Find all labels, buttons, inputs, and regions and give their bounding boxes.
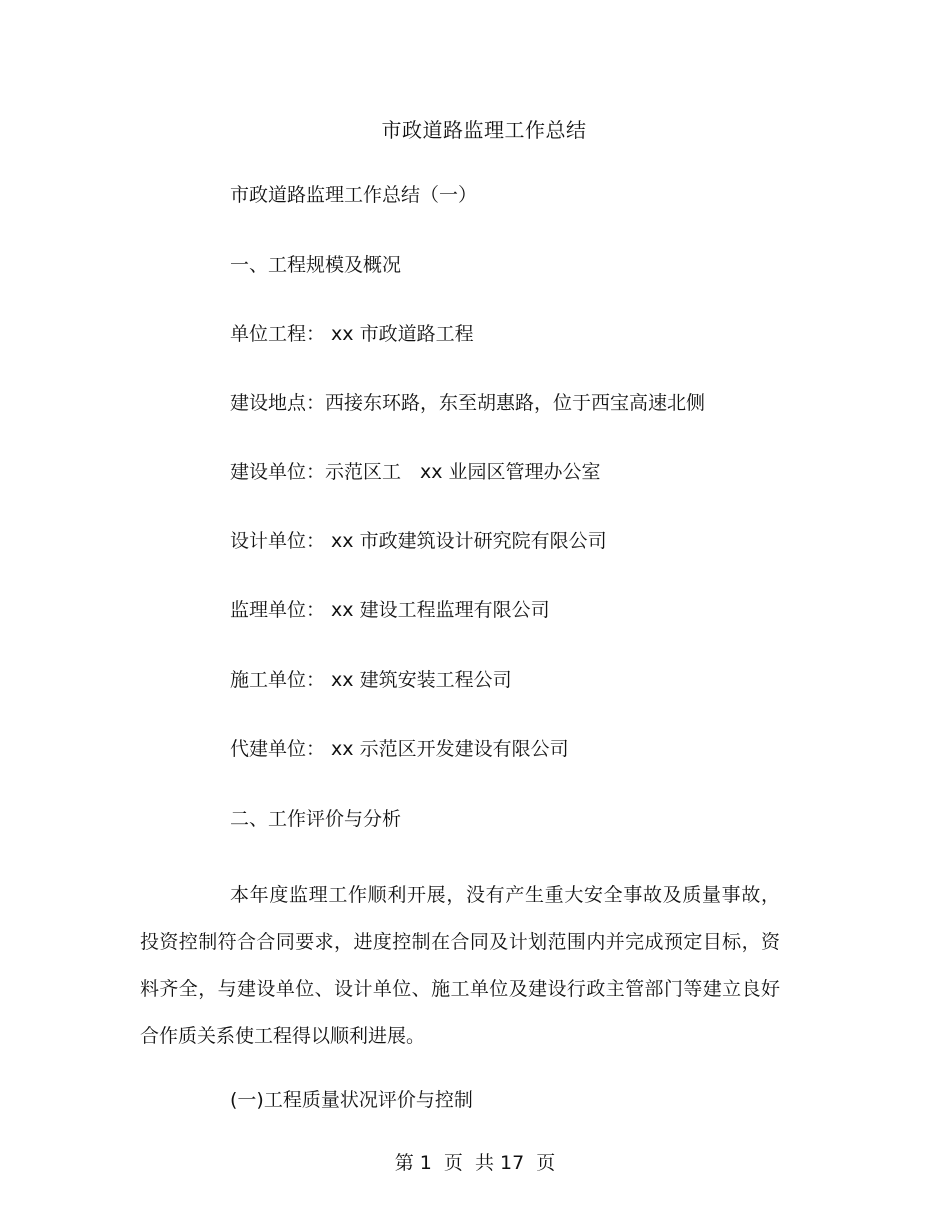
field-construction-unit: 建设单位：示范区工 xx 业园区管理办公室 — [230, 461, 601, 483]
page-number-footer: 第 1 页 共 17 页 — [394, 1152, 556, 1174]
section-heading-2: 二、工作评价与分析 — [230, 808, 402, 830]
section-heading-1: 一、工程规模及概况 — [230, 254, 402, 276]
body-paragraph: 本年度监理工作顺利开展，没有产生重大安全事故及质量事故，投资控制符合合同要求，进度控制在合同及计划范围内并完成预定目标，资料齐全，与建设单位、设计单位、施工单位及建设行政主管部门等建立良好合作质关系使工程得以顺利进展。 — [140, 884, 780, 1047]
field-supervision-unit: 监理单位： xx 建设工程监理有限公司 — [230, 599, 550, 621]
subsection-heading: (一)工程质量状况评价与控制 — [230, 1089, 473, 1111]
document-subtitle: 市政道路监理工作总结（一） — [230, 184, 478, 206]
field-design-unit: 设计单位： xx 市政建筑设计研究院有限公司 — [230, 530, 607, 552]
document-title: 市政道路监理工作总结 — [381, 118, 587, 142]
field-agent-unit: 代建单位： xx 示范区开发建设有限公司 — [230, 738, 569, 760]
field-unit-project: 单位工程： xx 市政道路工程 — [230, 323, 474, 345]
field-construction-location: 建设地点：西接东环路，东至胡惠路，位于西宝高速北侧 — [230, 392, 706, 414]
field-contractor-unit: 施工单位： xx 建筑安装工程公司 — [230, 669, 512, 691]
